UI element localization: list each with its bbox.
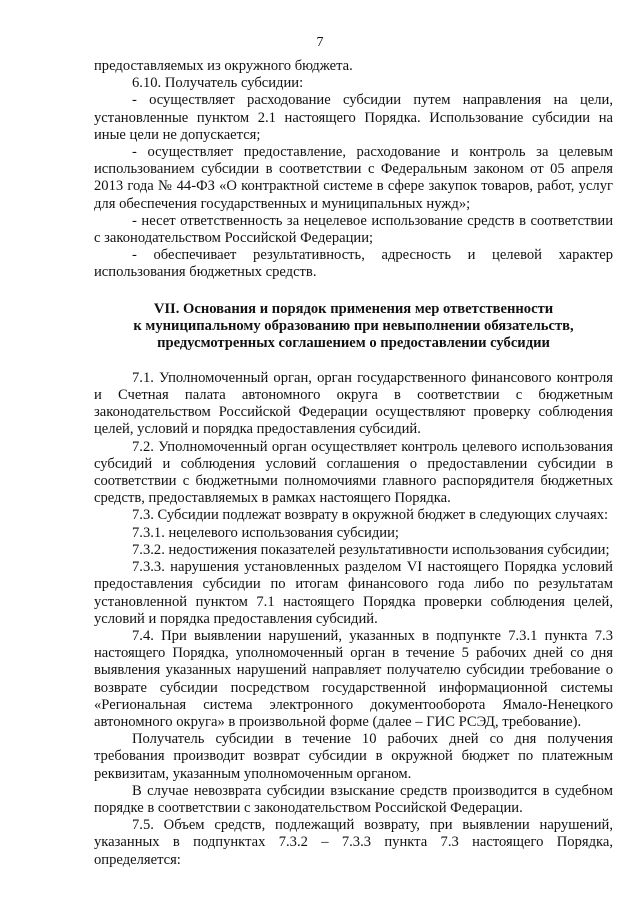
paragraph-7-3-3: 7.3.3. нарушения установленных разделом VI настоящего Порядка условий предоставления субсидии по итогам финансового года либо по результатам установленной пунктом 7.1 настоящего Порядка проверки соблюдения целей, условий и порядка предоставления субсидий. xyxy=(94,559,613,627)
paragraph-6-10: 6.10. Получатель субсидии: xyxy=(132,75,304,92)
paragraph-court-recovery: В случае невозврата субсидии взыскание средств производится в судебном порядке в соответствии с законодательством Российской Федерации. xyxy=(94,782,613,816)
paragraph-7-3-2: 7.3.2. недостижения показателей результативности использования субсидии; xyxy=(132,541,610,558)
section-heading-line: к муниципальному образованию при невыполнении обязательств, xyxy=(133,318,574,335)
paragraph-7-5: 7.5. Объем средств, подлежащий возврату, при выявлении нарушений, указанных в подпунктах 7.3.2 – 7.3.3 пункта 7.3 настоящего Порядка, определяется: xyxy=(94,817,613,868)
paragraph-7-1: 7.1. Уполномоченный орган, орган государственного финансового контроля и Счетная палата автономного округа в соответствии с бюджетным законодательством Российской Федерации осуществляют проверку соблюдения целей, условий и порядка предоставления субсидий. xyxy=(94,369,613,438)
list-item-spending: - осуществляет расходование субсидии путем направления на цели, установленные пунктом 2.1 настоящего Порядка. Использование субсидии на иные цели не допускается; xyxy=(94,92,613,143)
list-item-responsibility: - несет ответственность за нецелевое использование средств в соответствии с законодательством Российской Федерации; xyxy=(94,212,613,247)
section-heading-line: VII. Основания и порядок применения мер ответственности xyxy=(153,300,554,317)
paragraph-7-2: 7.2. Уполномоченный орган осуществляет контроль целевого использования субсидий и соблюдения условий соглашения о предоставлении субсидии в соответствии с бюджетными полномочиями главного распорядителя бюджетных средств, предоставляемых в рамках настоящего Порядка. xyxy=(94,438,613,507)
paragraph-continuation: предоставляемых из окружного бюджета. xyxy=(94,58,353,74)
paragraph-7-3: 7.3. Субсидии подлежат возврату в окружной бюджет в следующих случаях: xyxy=(132,507,609,524)
section-heading-line: предусмотренных соглашением о предоставлении субсидии xyxy=(157,335,550,352)
list-item-effectiveness: - обеспечивает результативность, адресность и целевой характер использования бюджетных средств. xyxy=(94,247,613,281)
paragraph-7-4: 7.4. При выявлении нарушений, указанных в подпункте 7.3.1 пункта 7.3 настоящего Порядка, уполномоченный орган в течение 5 рабочих дней со дня выявления указанных нарушений направляет получателю субсидии требование о возврате субсидии посредством государственной информационной системы «Региональная система электронного документооборота Ямало-Ненецкого автономного округа» в произвольной форме (далее – ГИС РСЭД, требование). xyxy=(94,627,613,730)
paragraph-return-term: Получатель субсидии в течение 10 рабочих дней со дня получения требования производит возврат субсидии в окружной бюджет по платежным реквизитам, указанным уполномоченным органом. xyxy=(94,731,613,782)
page-number: 7 xyxy=(316,35,324,50)
section-heading xyxy=(94,301,613,353)
list-item-control: - осуществляет предоставление, расходование и контроль за целевым использованием субсидии в соответствии с Федеральным законом от 05 апреля 2013 года № 44-ФЗ «О контрактной системе в сфере закупок товаров, работ, услуг для обеспечения государственных и муниципальных нужд»; xyxy=(94,144,613,212)
paragraph-7-3-1: 7.3.1. нецелевого использования субсидии; xyxy=(132,524,399,541)
document-body xyxy=(94,58,613,869)
